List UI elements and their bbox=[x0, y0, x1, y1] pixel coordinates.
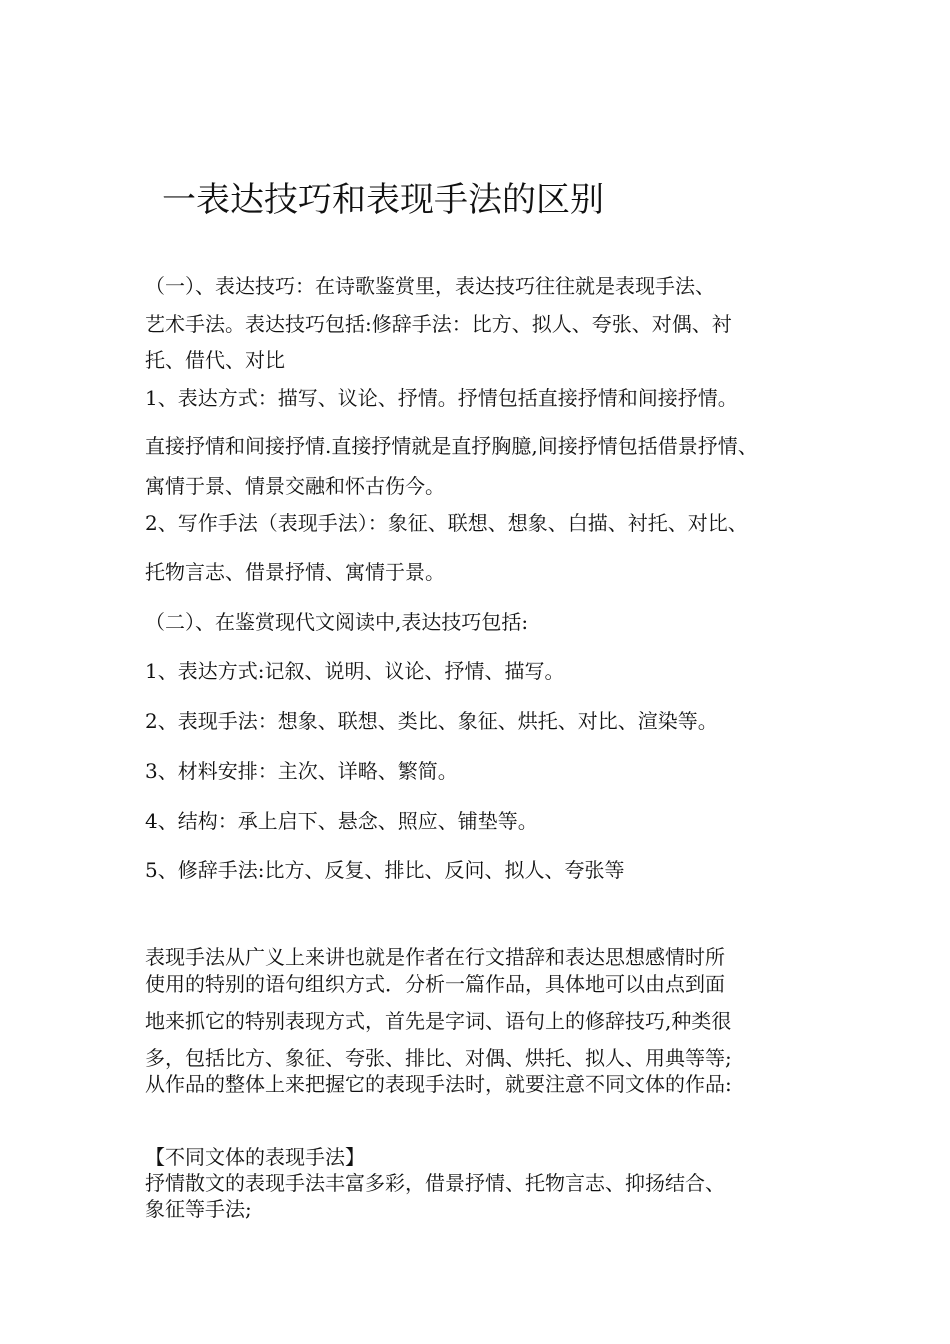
page-title: 一表达技巧和表现手法的区别 bbox=[162, 180, 604, 220]
paragraph-line: 1、表达方式：描写、议论、抒情。抒情包括直接抒情和间接抒情。 bbox=[145, 386, 738, 410]
paragraph-line: 象征等手法; bbox=[145, 1197, 252, 1221]
section-heading: 【不同文体的表现手法】 bbox=[145, 1145, 365, 1169]
paragraph-line: 托、借代、对比 bbox=[145, 348, 285, 372]
paragraph-line: 4、结构：承上启下、悬念、照应、铺垫等。 bbox=[145, 809, 538, 833]
paragraph-line: 1、表达方式:记叙、说明、议论、抒情、描写。 bbox=[145, 659, 565, 683]
paragraph-line: 3、材料安排：主次、详略、繁简。 bbox=[145, 759, 458, 783]
paragraph-line: 表现手法从广义上来讲也就是作者在行文措辞和表达思想感情时所 bbox=[145, 945, 725, 969]
paragraph-line: （一）、表达技巧：在诗歌鉴赏里，表达技巧往往就是表现手法、 bbox=[145, 274, 715, 298]
paragraph-line: 抒情散文的表现手法丰富多彩，借景抒情、托物言志、抑扬结合、 bbox=[145, 1171, 725, 1195]
paragraph-line: （二）、在鉴赏现代文阅读中,表达技巧包括: bbox=[145, 610, 529, 634]
paragraph-line: 寓情于景、情景交融和怀古伤今。 bbox=[145, 474, 445, 498]
paragraph-line: 艺术手法。表达技巧包括:修辞手法：比方、拟人、夸张、对偶、衬 bbox=[145, 312, 732, 336]
paragraph-line: 多，包括比方、象征、夸张、排比、对偶、烘托、拟人、用典等等; bbox=[145, 1046, 732, 1070]
paragraph-line: 2、写作手法（表现手法）：象征、联想、想象、白描、衬托、对比、 bbox=[145, 511, 748, 535]
paragraph-line: 使用的特别的语句组织方式．分析一篇作品，具体地可以由点到面 bbox=[145, 972, 725, 996]
paragraph-line: 从作品的整体上来把握它的表现手法时，就要注意不同文体的作品: bbox=[145, 1072, 732, 1096]
paragraph-line: 地来抓它的特别表现方式，首先是字词、语句上的修辞技巧,种类很 bbox=[145, 1009, 732, 1033]
paragraph-line: 5、修辞手法:比方、反复、排比、反问、拟人、夸张等 bbox=[145, 858, 625, 882]
paragraph-line: 2、表现手法：想象、联想、类比、象征、烘托、对比、渲染等。 bbox=[145, 709, 718, 733]
paragraph-line: 托物言志、借景抒情、寓情于景。 bbox=[145, 560, 445, 584]
paragraph-line: 直接抒情和间接抒情.直接抒情就是直抒胸臆,间接抒情包括借景抒情、 bbox=[145, 434, 758, 458]
